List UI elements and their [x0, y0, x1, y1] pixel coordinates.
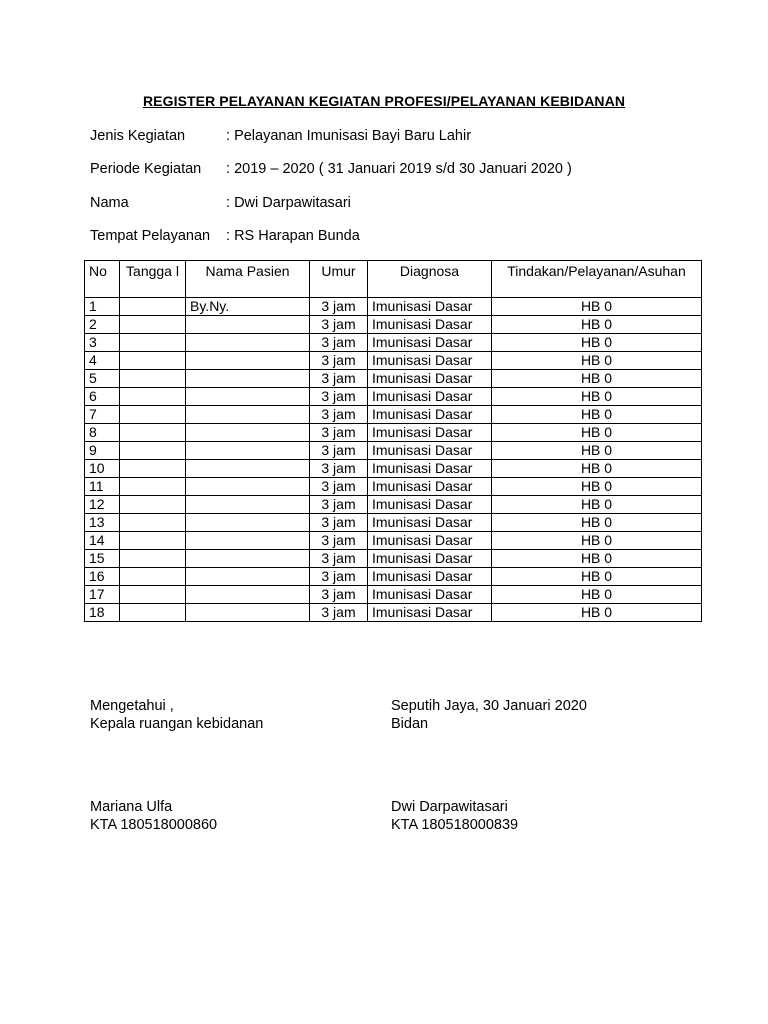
cell-diagnosa: Imunisasi Dasar [368, 532, 492, 550]
signature-left-line2: Kepala ruangan kebidanan [90, 716, 264, 732]
cell-diagnosa: Imunisasi Dasar [368, 352, 492, 370]
cell-nama-pasien [186, 370, 310, 388]
cell-tindakan: HB 0 [492, 586, 702, 604]
cell-nama-pasien [186, 388, 310, 406]
cell-nama-pasien [186, 586, 310, 604]
signature-right-line2: Bidan [391, 716, 429, 732]
header-umur: Umur [310, 261, 368, 298]
cell-diagnosa: Imunisasi Dasar [368, 586, 492, 604]
info-label: Tempat Pelayanan [90, 228, 211, 244]
cell-no: 3 [85, 334, 120, 352]
cell-umur: 3 jam [310, 604, 368, 622]
cell-tindakan: HB 0 [492, 424, 702, 442]
cell-tindakan: HB 0 [492, 352, 702, 370]
table-row [85, 370, 702, 388]
cell-umur: 3 jam [310, 460, 368, 478]
cell-diagnosa: Imunisasi Dasar [368, 406, 492, 424]
table-row [85, 352, 702, 370]
cell-nama-pasien [186, 478, 310, 496]
cell-diagnosa: Imunisasi Dasar [368, 550, 492, 568]
signature-left-id: KTA 180518000860 [90, 817, 218, 833]
info-value: : Pelayanan Imunisasi Bayi Baru Lahir [226, 128, 471, 144]
cell-nama-pasien [186, 424, 310, 442]
header-tindakan: Tindakan/Pelayanan/Asuhan [492, 261, 702, 298]
cell-tanggal [120, 316, 186, 334]
cell-tindakan: HB 0 [492, 334, 702, 352]
cell-umur: 3 jam [310, 424, 368, 442]
header-nama-pasien: Nama Pasien [186, 261, 310, 298]
cell-no: 7 [85, 406, 120, 424]
cell-no: 5 [85, 370, 120, 388]
header-diagnosa: Diagnosa [368, 261, 492, 298]
cell-nama-pasien [186, 496, 310, 514]
table-row [85, 532, 702, 550]
info-value: : 2019 – 2020 ( 31 Januari 2019 s/d 30 Januari 2020 ) [226, 161, 572, 177]
cell-no: 15 [85, 550, 120, 568]
cell-tanggal [120, 352, 186, 370]
cell-tindakan: HB 0 [492, 316, 702, 334]
cell-diagnosa: Imunisasi Dasar [368, 424, 492, 442]
cell-no: 18 [85, 604, 120, 622]
cell-tanggal [120, 442, 186, 460]
cell-tindakan: HB 0 [492, 568, 702, 586]
table-row [85, 388, 702, 406]
info-jenis-kegiatan [90, 127, 471, 145]
table-row [85, 316, 702, 334]
cell-no: 11 [85, 478, 120, 496]
cell-nama-pasien [186, 334, 310, 352]
info-value: : RS Harapan Bunda [226, 228, 360, 244]
cell-umur: 3 jam [310, 586, 368, 604]
cell-no: 13 [85, 514, 120, 532]
cell-no: 16 [85, 568, 120, 586]
cell-umur: 3 jam [310, 316, 368, 334]
document-title: REGISTER PELAYANAN KEGIATAN PROFESI/PELAYANAN KEBIDANAN [142, 93, 626, 109]
cell-umur: 3 jam [310, 532, 368, 550]
cell-no: 2 [85, 316, 120, 334]
signature-right-footer [391, 798, 518, 834]
cell-tindakan: HB 0 [492, 406, 702, 424]
table-row [85, 406, 702, 424]
cell-nama-pasien [186, 442, 310, 460]
cell-umur: 3 jam [310, 298, 368, 316]
signature-right-id: KTA 180518000839 [391, 817, 519, 833]
info-periode-kegiatan [90, 160, 572, 178]
cell-tanggal [120, 604, 186, 622]
cell-tindakan: HB 0 [492, 604, 702, 622]
table-row [85, 298, 702, 316]
cell-tindakan: HB 0 [492, 388, 702, 406]
table-row [85, 514, 702, 532]
cell-diagnosa: Imunisasi Dasar [368, 298, 492, 316]
table-row [85, 550, 702, 568]
cell-no: 9 [85, 442, 120, 460]
cell-no: 17 [85, 586, 120, 604]
table-row [85, 496, 702, 514]
cell-no: 10 [85, 460, 120, 478]
cell-nama-pasien: By.Ny. [186, 298, 310, 316]
cell-tanggal [120, 406, 186, 424]
cell-umur: 3 jam [310, 334, 368, 352]
cell-tindakan: HB 0 [492, 550, 702, 568]
info-label: Nama [90, 195, 129, 211]
info-label: Periode Kegiatan [90, 161, 202, 177]
table-row [85, 568, 702, 586]
table-row [85, 424, 702, 442]
cell-tanggal [120, 370, 186, 388]
cell-diagnosa: Imunisasi Dasar [368, 442, 492, 460]
cell-umur: 3 jam [310, 370, 368, 388]
cell-diagnosa: Imunisasi Dasar [368, 370, 492, 388]
info-label: Jenis Kegiatan [90, 128, 186, 144]
cell-tanggal [120, 478, 186, 496]
cell-diagnosa: Imunisasi Dasar [368, 388, 492, 406]
cell-tindakan: HB 0 [492, 478, 702, 496]
cell-diagnosa: Imunisasi Dasar [368, 460, 492, 478]
signature-left-header [90, 697, 263, 733]
cell-diagnosa: Imunisasi Dasar [368, 478, 492, 496]
cell-tanggal [120, 514, 186, 532]
cell-umur: 3 jam [310, 352, 368, 370]
cell-nama-pasien [186, 352, 310, 370]
cell-tanggal [120, 388, 186, 406]
cell-no: 8 [85, 424, 120, 442]
cell-umur: 3 jam [310, 406, 368, 424]
info-value: : Dwi Darpawitasari [226, 195, 351, 211]
info-nama [90, 194, 351, 212]
cell-umur: 3 jam [310, 496, 368, 514]
header-no: No [85, 261, 120, 298]
cell-tindakan: HB 0 [492, 460, 702, 478]
cell-tanggal [120, 586, 186, 604]
cell-diagnosa: Imunisasi Dasar [368, 604, 492, 622]
cell-nama-pasien [186, 406, 310, 424]
cell-diagnosa: Imunisasi Dasar [368, 316, 492, 334]
cell-umur: 3 jam [310, 442, 368, 460]
header-tanggal: Tangga l [120, 261, 186, 298]
cell-nama-pasien [186, 316, 310, 334]
cell-tanggal [120, 298, 186, 316]
cell-diagnosa: Imunisasi Dasar [368, 334, 492, 352]
table-row [85, 460, 702, 478]
cell-no: 4 [85, 352, 120, 370]
cell-nama-pasien [186, 568, 310, 586]
cell-tanggal [120, 424, 186, 442]
cell-nama-pasien [186, 604, 310, 622]
table-header-row [85, 261, 702, 298]
cell-tanggal [120, 532, 186, 550]
cell-tindakan: HB 0 [492, 496, 702, 514]
table-row [85, 478, 702, 496]
cell-tindakan: HB 0 [492, 298, 702, 316]
table-row [85, 586, 702, 604]
signature-right-name: Dwi Darpawitasari [391, 799, 508, 815]
signature-left-name: Mariana Ulfa [90, 799, 173, 815]
cell-no: 1 [85, 298, 120, 316]
cell-nama-pasien [186, 550, 310, 568]
cell-tanggal [120, 334, 186, 352]
cell-tanggal [120, 496, 186, 514]
cell-nama-pasien [186, 514, 310, 532]
cell-umur: 3 jam [310, 388, 368, 406]
cell-nama-pasien [186, 532, 310, 550]
signature-left-footer [90, 798, 217, 834]
register-table [84, 260, 702, 622]
cell-no: 14 [85, 532, 120, 550]
table-row [85, 334, 702, 352]
cell-tindakan: HB 0 [492, 370, 702, 388]
cell-umur: 3 jam [310, 568, 368, 586]
cell-tindakan: HB 0 [492, 514, 702, 532]
info-tempat-pelayanan [90, 227, 360, 245]
cell-tanggal [120, 550, 186, 568]
cell-diagnosa: Imunisasi Dasar [368, 568, 492, 586]
cell-diagnosa: Imunisasi Dasar [368, 514, 492, 532]
cell-no: 12 [85, 496, 120, 514]
table-row [85, 604, 702, 622]
signature-left-line1: Mengetahui , [90, 698, 174, 714]
table-row [85, 442, 702, 460]
cell-no: 6 [85, 388, 120, 406]
cell-tindakan: HB 0 [492, 442, 702, 460]
cell-tanggal [120, 460, 186, 478]
signature-right-header [391, 697, 587, 733]
signature-right-line1: Seputih Jaya, 30 Januari 2020 [391, 698, 587, 714]
cell-diagnosa: Imunisasi Dasar [368, 496, 492, 514]
cell-umur: 3 jam [310, 514, 368, 532]
cell-tindakan: HB 0 [492, 532, 702, 550]
cell-umur: 3 jam [310, 478, 368, 496]
cell-tanggal [120, 568, 186, 586]
cell-nama-pasien [186, 460, 310, 478]
cell-umur: 3 jam [310, 550, 368, 568]
table-body [85, 298, 702, 622]
